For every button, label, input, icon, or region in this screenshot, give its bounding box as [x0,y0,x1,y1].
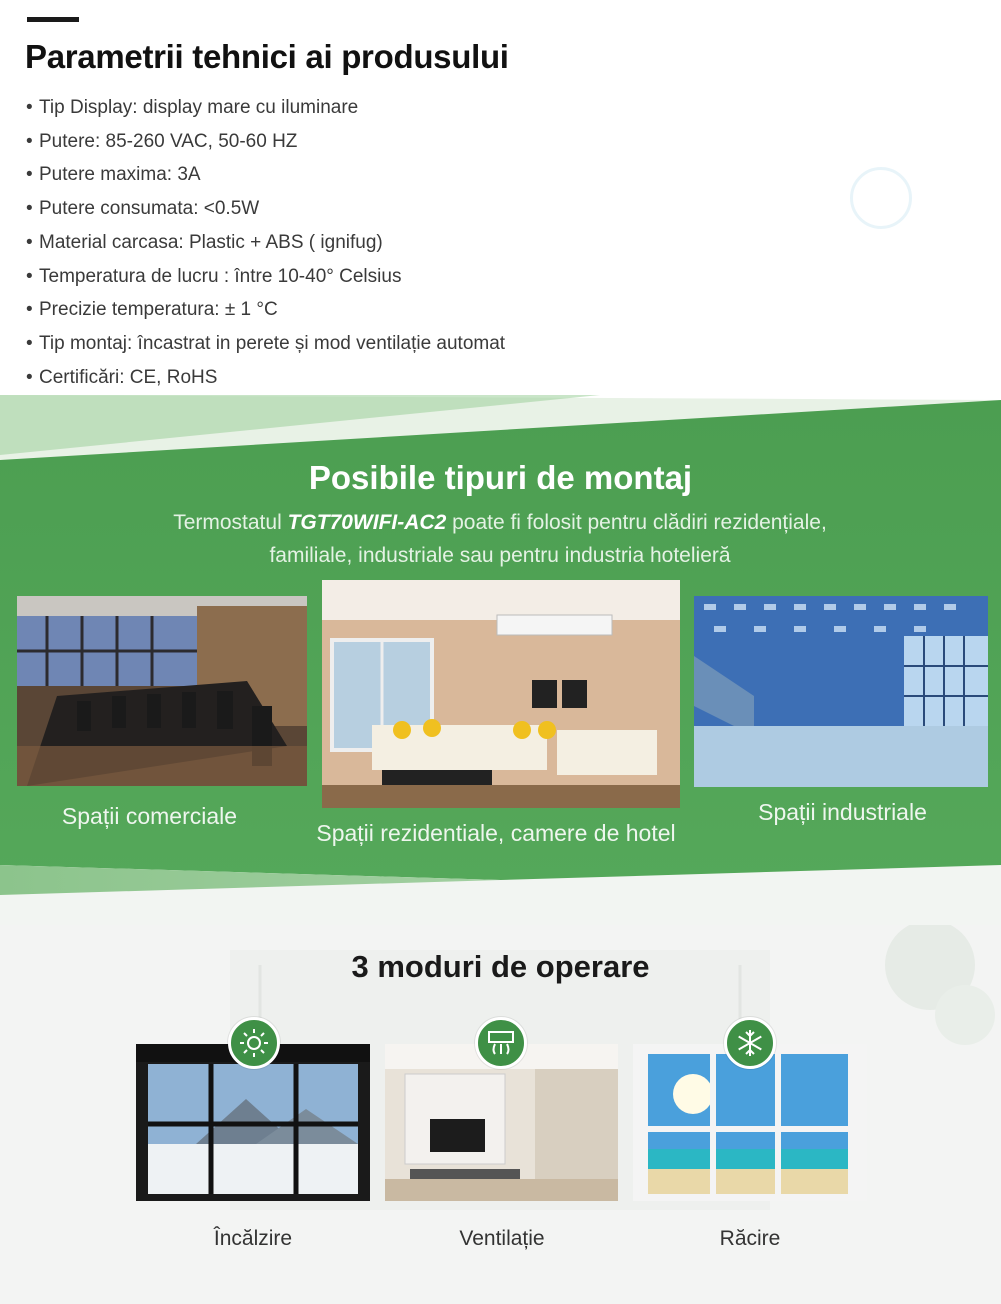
residential-space-photo [322,580,680,808]
spec-item: • Material carcasa: Plastic + ABS ( ignifug) [26,231,383,253]
modes-title: 3 moduri de operare [351,949,650,984]
caption-residential: Spații rezidentiale, camere de hotel [316,820,676,846]
title-accent-bar [27,17,79,22]
spec-item: • Temperatura de lucru : între 10-40° Celsius [26,265,402,287]
spec-item: • Putere maxima: 3A [26,164,201,186]
model-name: TGT70WIFI-AC2 [287,511,447,534]
industrial-space-photo [694,596,988,787]
caption-industrial: Spații industriale [758,799,927,825]
spec-item: • Putere: 85-260 VAC, 50-60 HZ [26,130,298,152]
mode-label-cooling: Răcire [719,1227,781,1250]
mode-label-heating: Încălzire [213,1227,293,1250]
specs-list [26,91,505,394]
mounting-subtitle: Termostatul TGT70WIFI-AC2 poate fi folosit pentru clădiri rezidențiale, familiale, industriale sau pentru industria hotelieră [173,511,827,567]
mounting-title: Posibile tipuri de montaj [308,459,693,496]
sun-icon [228,1017,280,1069]
spec-item: • Tip Display: display mare cu iluminare [26,97,359,118]
snowflake-icon [724,1017,776,1069]
spec-item: • Tip montaj: încastrat in perete și mod ventilație automat [26,332,506,354]
fan-icon [475,1017,527,1069]
spec-item: • Putere consumata: <0.5W [26,198,260,220]
mode-label-ventilation: Ventilație [459,1227,545,1250]
spec-item: • Precizie temperatura: ± 1 °C [26,299,278,321]
caption-commercial: Spații comerciale [61,803,238,829]
watermark-registered-icon [850,167,912,229]
spec-item: • Certificări: CE, RoHS [26,366,218,388]
commercial-space-photo [17,596,307,786]
specs-title: Parametrii tehnici ai produsului [25,38,509,75]
